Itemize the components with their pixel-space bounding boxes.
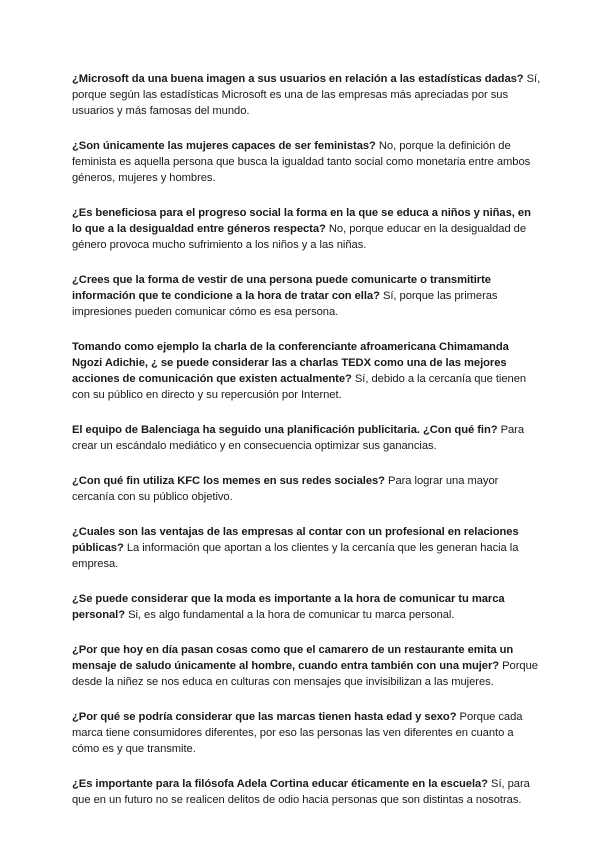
question-text: ¿Microsoft da una buena imagen a sus usuarios en relación a las estadísticas dadas?: [72, 73, 524, 85]
answer-text: Sí, porque según las estadísticas Microsoft es una de las empresas más apreciadas por sus usuarios y más famosas del mundo.: [72, 73, 541, 117]
answer-text: Sí, para que en un futuro no se realicen delitos de odio hacia personas que son distintas a nosotras.: [72, 778, 530, 806]
qa-item: [72, 642, 542, 690]
qa-item: [72, 422, 542, 454]
question-text: ¿Por qué se podría considerar que las marcas tienen hasta edad y sexo?: [72, 711, 457, 723]
question-text: ¿Es importante para la filósofa Adela Cortina educar éticamente en la escuela?: [72, 778, 488, 790]
answer-text: Para lograr una mayor cercanía con su público objetivo.: [72, 475, 499, 503]
question-text: ¿Crees que la forma de vestir de una persona puede comunicarte o transmitirte información que te condicione a la hora de tratar con ella?: [72, 274, 491, 302]
question-text: ¿Son únicamente las mujeres capaces de ser feministas?: [72, 140, 376, 152]
qa-item: [72, 709, 542, 757]
qa-item: [72, 776, 542, 808]
question-text: ¿Con qué fin utiliza KFC los memes en sus redes sociales?: [72, 475, 385, 487]
qa-item: [72, 71, 542, 119]
answer-text: La información que aportan a los clientes y la cercanía que les generan hacia la empresa.: [72, 542, 519, 570]
qa-item: [72, 339, 542, 403]
question-text: ¿Por que hoy en día pasan cosas como que el camarero de un restaurante emita un mensaje de saludo únicamente al hombre, cuando entra también con una mujer?: [72, 644, 514, 672]
qa-item: [72, 473, 542, 505]
qa-item: [72, 591, 542, 623]
answer-text: Para crear un escándalo mediático y en consecuencia optimizar sus ganancias.: [72, 424, 525, 452]
answer-text: Sí, debido a la cercanía que tienen con su público en directo y su repercusión por Internet.: [72, 373, 527, 401]
qa-item: [72, 524, 542, 572]
qa-item: [72, 205, 542, 253]
qa-item: [72, 272, 542, 320]
document-page: [72, 71, 542, 827]
question-text: Tomando como ejemplo la charla de la conferenciante afroamericana Chimamanda Ngozi Adichie, ¿ se puede considerar las a charlas TEDX como una de las mejores acciones de comunicación que existen actualmente?: [72, 341, 509, 385]
answer-text: Porque desde la niñez se nos educa en culturas con mensajes que invisibilizan a las mujeres.: [72, 660, 538, 688]
answer-text: Porque cada marca tiene consumidores diferentes, por eso las personas las ven diferentes en cuanto a cómo es y que transmite.: [72, 711, 523, 755]
answer-text: Si, es algo fundamental a la hora de comunicar tu marca personal.: [128, 609, 455, 621]
answer-text: No, porque la definición de feminista es aquella persona que busca la igualdad tanto social como monetaria entre ambos géneros, mujeres y hombres.: [72, 140, 531, 184]
answer-text: No, porque educar en la desigualdad de género provoca mucho sufrimiento a los niños y a las niñas.: [72, 223, 527, 251]
question-text: ¿Se puede considerar que la moda es importante a la hora de comunicar tu marca personal?: [72, 593, 505, 621]
question-text: ¿Es beneficiosa para el progreso social la forma en la que se educa a niños y niñas, en lo que a la desigualdad entre géneros respecta?: [72, 207, 531, 235]
qa-item: [72, 138, 542, 186]
answer-text: Sí, porque las primeras impresiones pueden comunicar cómo es esa persona.: [72, 290, 498, 318]
question-text: ¿Cuales son las ventajas de las empresas al contar con un profesional en relaciones públicas?: [72, 526, 519, 554]
question-text: El equipo de Balenciaga ha seguido una planificación publicitaria. ¿Con qué fin?: [72, 424, 498, 436]
